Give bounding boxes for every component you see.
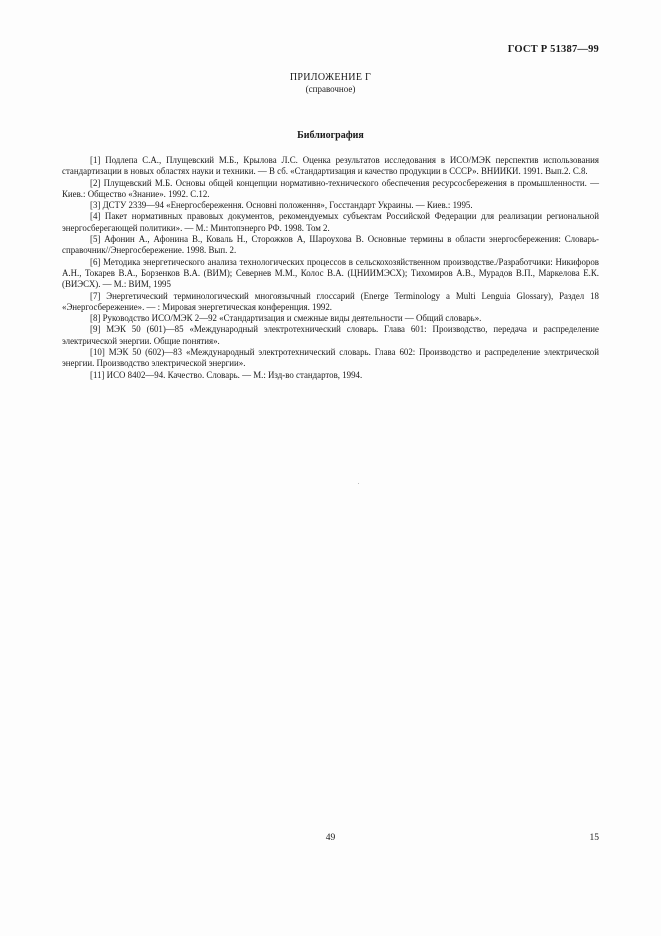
bibliography-entry: [1] Подлепа С.А., Плущевский М.Б., Крылова Л.С. Оценка результатов исследования в ИСО/МЭК перспектив использования стандартизации в новых областях науки и техники. — В сб. «Стандартизация и качество продукции в СССР». ВНИИКИ. 1991. Вып.2. С.8. — [62, 155, 599, 177]
bibliography-entry: [3] ДСТУ 2339—94 «Енергосбереження. Основні положення», Госстандарт Украины. — Киев.: 1995. — [90, 200, 473, 211]
annex-subtitle: (справочное) — [305, 84, 356, 94]
section-title: Библиография — [297, 130, 364, 141]
annex-title: ПРИЛОЖЕНИЕ Г — [289, 72, 372, 83]
scan-speck — [358, 483, 359, 484]
page-number-center: 49 — [325, 833, 336, 843]
bibliography-entry: [10] МЭК 50 (602)—83 «Международный электротехнический словарь. Глава 602: Производство и распределение электрической энергии. Производство электрической энергии». — [62, 347, 599, 369]
bibliography-entry: [11] ИСО 8402—94. Качество. Словарь. — М.: Изд-во стандартов, 1994. — [90, 369, 363, 380]
standard-number: ГОСТ Р 51387—99 — [507, 44, 599, 55]
bibliography-entry: [4] Пакет нормативных правовых документов, рекомендуемых субъектам Российской Федерации для реализации региональной энергосберегающей политики». — М.: Минтопэнерго РФ. 1998. Том 2. — [62, 211, 599, 233]
bibliography-entry: [2] Плущевский М.Б. Основы общей концепции нормативно-технического обеспечения ресурсосбережения в промышленности. — Киев.: Общество «Знание». 1992. С.12. — [62, 177, 599, 199]
bibliography-entry: [9] МЭК 50 (601)—85 «Международный электротехнический словарь. Глава 601: Производство, передача и распределение электрической энергии. Общие понятия». — [62, 324, 599, 346]
bibliography-entry: [6] Методика энергетического анализа технологических процессов в сельскохозяйственном производстве./Разработчики: Никифоров А.Н., Токарев В.А., Борзенков В.А. (ВИМ); Севернев М.М., Колос В.А. (ЦНИИМЭСХ); Тихомиров А.В., Мурадов В.П., Маркелова Е.К. (ВИЭСХ). — М.: ВИМ, 1995 — [62, 256, 599, 290]
page-number-right: 15 — [589, 833, 599, 843]
bibliography-entry: [8] Руководство ИСО/МЭК 2—92 «Стандартизация и смежные виды деятельности — Общий словарь». — [90, 313, 482, 324]
bibliography-entry: [5] Афонин А., Афонина В., Коваль Н., Сторожков А, Шароухова В. Основные термины в области энергосбережения: Словарь-справочник//Энергосбережение. 1998. Вып. 2. — [62, 234, 599, 256]
annex-heading — [0, 72, 661, 95]
bibliography-list — [62, 155, 599, 381]
bibliography-entry: [7] Энергетический терминологический многоязычный глоссарий (Energe Terminology a Multi Lenguia Glossary), Раздел 18 «Энергосбережение». — : Мировая энергетическая конференция. 1992. — [62, 290, 599, 312]
